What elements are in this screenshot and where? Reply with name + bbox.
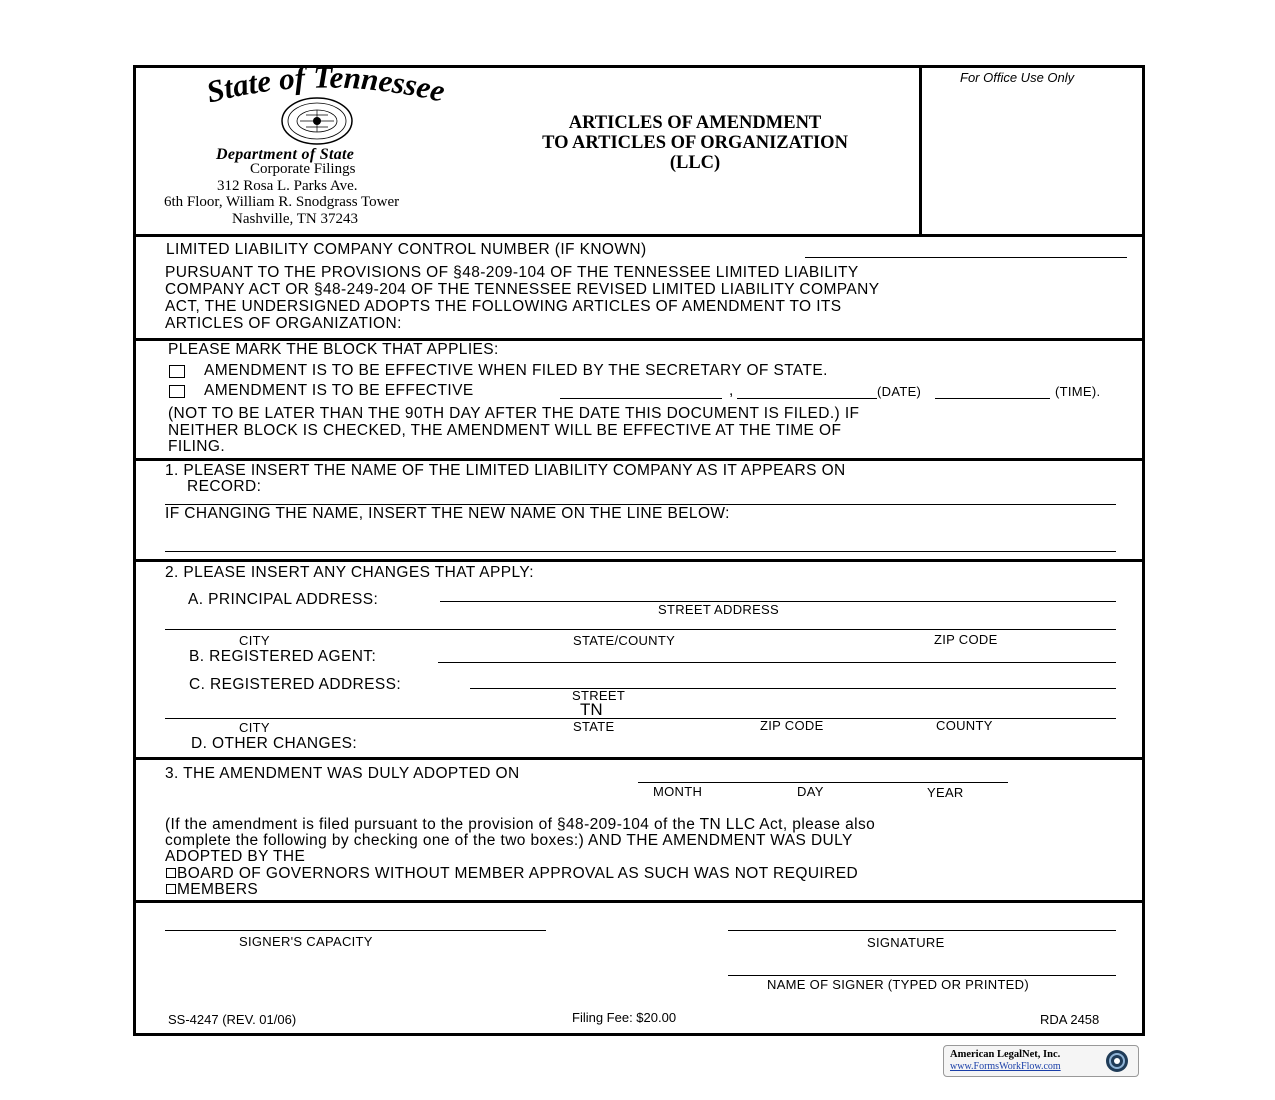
section2-heading: 2. PLEASE INSERT ANY CHANGES THAT APPLY: [165,564,534,581]
divider-header [133,234,1142,237]
street-label: STREET [572,688,626,703]
adopted-date-field[interactable] [638,782,1008,783]
effective-when-filed-checkbox[interactable] [169,365,185,378]
board-of-governors-checkbox[interactable] [166,868,176,878]
effective-time-field[interactable] [935,398,1050,399]
other-changes-label: D. OTHER CHANGES: [191,735,358,752]
month-label: MONTH [653,784,703,799]
adopted-on-label: 3. THE AMENDMENT WAS DULY ADOPTED ON [165,765,520,782]
effective-on-date-label: AMENDMENT IS TO BE EFFECTIVE [204,382,474,399]
pursuant-line-1: PURSUANT TO THE PROVISIONS OF §48-209-104 OF THE TENNESSEE LIMITED LIABILITY [165,264,859,281]
registered-street-field[interactable] [470,688,1116,689]
zip-label-2: ZIP CODE [760,718,824,733]
department-label: Department of State [216,146,355,163]
adopted-note-line-2: complete the following by checking one of the two boxes:) AND THE AMENDMENT WAS DULY [165,832,853,849]
effective-note-line-3: FILING. [168,438,226,455]
pursuant-line-4: ARTICLES OF ORGANIZATION: [165,315,402,332]
new-name-field[interactable] [165,551,1116,552]
divider-section1 [133,559,1142,562]
zip-label: ZIP CODE [934,632,998,647]
pursuant-line-2: COMPANY ACT OR §48-249-204 OF THE TENNESSEE REVISED LIMITED LIABILITY COMPANY [165,281,880,298]
form-title-line-2: TO ARTICLES OF ORGANIZATION [542,133,848,153]
effective-on-date-checkbox[interactable] [169,385,185,398]
state-county-label: STATE/COUNTY [573,633,676,648]
rda-number: RDA 2458 [1040,1012,1100,1027]
effective-note-line-1: (NOT TO BE LATER THAN THE 90TH DAY AFTER THE DATE THIS DOCUMENT IS FILED.) IF [168,405,860,422]
section1-line-1: 1. PLEASE INSERT THE NAME OF THE LIMITED LIABILITY COMPANY AS IT APPEARS ON [165,462,846,479]
adopted-note-line-1: (If the amendment is filed pursuant to the provision of §48-209-104 of the TN LLC Act, please also [165,816,876,833]
county-label: COUNTY [936,718,993,733]
badge-company: American LegalNet, Inc. [950,1049,1061,1060]
state-tn-value: TN [580,700,603,719]
office-use-divider [919,66,922,235]
address-line-3: 6th Floor, William R. Snodgrass Tower [164,194,400,210]
divider-section3 [133,900,1142,903]
address-line-2: 312 Rosa L. Parks Ave. [217,178,358,194]
members-label: MEMBERS [177,881,259,898]
divider-effective [133,458,1142,461]
signer-name-label: NAME OF SIGNER (TYPED OR PRINTED) [767,977,1029,992]
year-label: YEAR [927,785,964,800]
section1-line-2: RECORD: [187,478,262,495]
registered-address-label: C. REGISTERED ADDRESS: [189,676,402,693]
date-label: (DATE) [877,384,922,399]
control-number-label: LIMITED LIABILITY COMPANY CONTROL NUMBER (IF KNOWN) [166,241,647,258]
effective-date-field-2[interactable] [737,398,877,399]
signer-name-field[interactable] [728,975,1116,976]
registered-agent-label: B. REGISTERED AGENT: [189,648,377,665]
principal-city-field[interactable] [165,629,1116,630]
adopted-note-line-3: ADOPTED BY THE [165,848,306,865]
badge-url[interactable]: www.FormsWorkFlow.com [950,1061,1061,1072]
effective-comma: , [729,382,734,399]
effective-when-filed-label: AMENDMENT IS TO BE EFFECTIVE WHEN FILED BY THE SECRETARY OF STATE. [204,362,828,379]
form-title-line-1: ARTICLES OF AMENDMENT [568,113,822,133]
city-label-2: CITY [239,720,270,735]
form-title-line-3: (LLC) [669,153,721,173]
registered-agent-field[interactable] [438,662,1116,663]
address-line-4: Nashville, TN 37243 [232,211,358,227]
city-label: CITY [239,633,270,648]
board-of-governors-label: BOARD OF GOVERNORS WITHOUT MEMBER APPROVAL AS SUCH WAS NOT REQUIRED [177,865,859,882]
divider-section2 [133,757,1144,760]
office-use-label: For Office Use Only [960,70,1075,85]
legalnet-badge[interactable] [943,1045,1139,1077]
signature-label: SIGNATURE [867,935,945,950]
effective-date-field-1[interactable] [560,398,722,399]
signer-capacity-label: SIGNER'S CAPACITY [239,934,373,949]
state-seal-icon [280,96,354,146]
pursuant-line-3: ACT, THE UNDERSIGNED ADOPTS THE FOLLOWING ARTICLES OF AMENDMENT TO ITS [165,298,842,315]
filing-fee: Filing Fee: $20.00 [572,1010,677,1025]
mark-block-prompt: PLEASE MARK THE BLOCK THAT APPLIES: [168,341,499,358]
forms-workflow-logo-icon [1102,1048,1132,1074]
control-number-field[interactable] [805,257,1127,258]
change-name-label: IF CHANGING THE NAME, INSERT THE NEW NAME ON THE LINE BELOW: [165,505,730,522]
form-id: SS-4247 (REV. 01/06) [168,1012,297,1027]
time-label: (TIME). [1055,384,1101,399]
state-title: State of Tennessee [202,62,449,110]
state-label: STATE [573,719,615,734]
effective-note-line-2: NEITHER BLOCK IS CHECKED, THE AMENDMENT WILL BE EFFECTIVE AT THE TIME OF [168,422,842,439]
signature-field[interactable] [728,930,1116,931]
street-address-label: STREET ADDRESS [658,602,779,617]
members-checkbox[interactable] [166,884,176,894]
principal-address-label: A. PRINCIPAL ADDRESS: [188,591,379,608]
address-line-1: Corporate Filings [250,161,356,177]
day-label: DAY [797,784,824,799]
signer-capacity-field[interactable] [165,930,546,931]
